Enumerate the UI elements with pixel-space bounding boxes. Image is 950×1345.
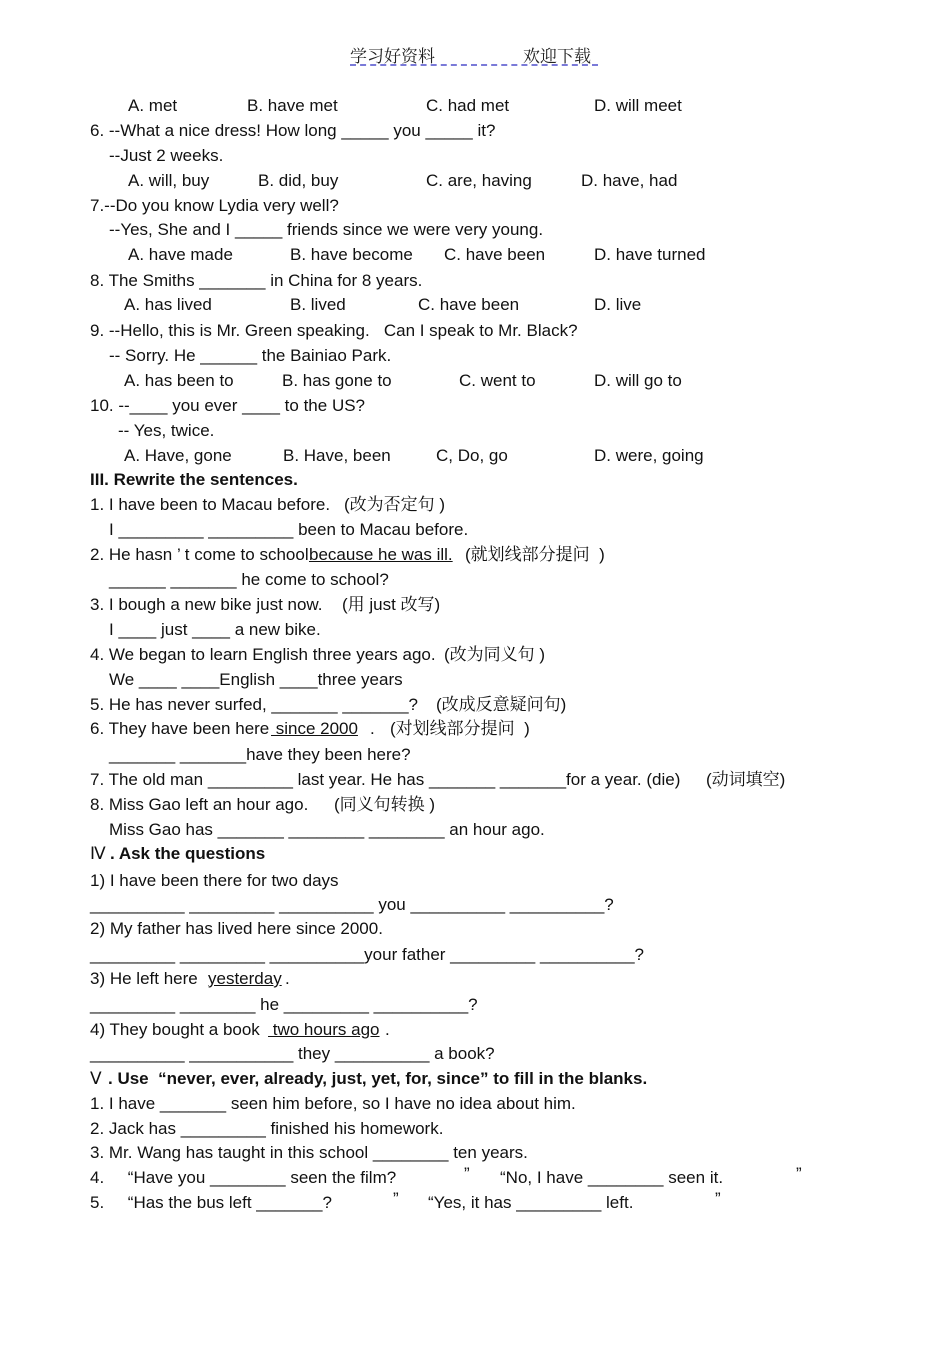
- ask-4: 4) They bought a book: [90, 1020, 260, 1039]
- rewrite-2-answer: ______ _______ he come to school?: [109, 570, 389, 589]
- option-d: D. will meet: [594, 96, 682, 115]
- question-6-reply: --Just 2 weeks.: [109, 146, 224, 165]
- rewrite-1-answer: I _________ _________ been to Macau before.: [109, 520, 469, 539]
- question-7-reply: --Yes, She and I _____ friends since we were very young.: [109, 220, 544, 239]
- ask-3-answer: _________ ________ he _________ __________?: [90, 995, 478, 1014]
- question-9: 9. --Hello, this is Mr. Green speaking. Can I speak to Mr. Black?: [90, 321, 578, 340]
- fill-5: 5. “Has the bus left _______?: [90, 1193, 332, 1212]
- option-a: A. will, buy: [128, 171, 210, 190]
- rewrite-4-answer: We ____ ____English ____three years: [109, 670, 403, 689]
- rewrite-5: 5. He has never surfed, _______ _______?: [90, 695, 418, 714]
- question-7: 7.--Do you know Lydia very well?: [90, 196, 339, 215]
- option-c: C. have been: [444, 245, 546, 264]
- rewrite-3-note: (用 just 改写): [342, 595, 441, 614]
- section-v-numeral: Ⅴ: [90, 1069, 102, 1088]
- ask-3-period: .: [285, 969, 290, 988]
- option-b: B. Have, been: [283, 446, 391, 465]
- fill-3: 3. Mr. Wang has taught in this school ________ ten years.: [90, 1143, 528, 1162]
- option-c: C. went to: [459, 371, 536, 390]
- ask-2-answer: _________ _________ __________your father _________ __________?: [90, 945, 644, 964]
- fill-4-reply: “No, I have ________ seen it.: [500, 1168, 724, 1187]
- ask-4-underlined: two hours ago: [268, 1020, 380, 1039]
- rewrite-3: 3. I bough a new bike just now.: [90, 595, 323, 614]
- option-d: D. will go to: [594, 371, 682, 390]
- option-b: B. have become: [290, 245, 413, 264]
- option-a: A. has lived: [124, 295, 212, 314]
- header-dashed-underline: [350, 64, 598, 66]
- option-b: B. did, buy: [258, 171, 339, 190]
- question-10: 10. --____ you ever ____ to the US?: [90, 396, 366, 415]
- rewrite-6-note: (对划线部分提问 ): [390, 719, 530, 738]
- option-a: A. have made: [128, 245, 233, 264]
- ask-1: 1) I have been there for two days: [90, 871, 339, 890]
- rewrite-8-answer: Miss Gao has _______ ________ ________ an hour ago.: [109, 820, 545, 839]
- rewrite-4-note: (改为同义句 ): [444, 645, 546, 664]
- question-8: 8. The Smiths _______ in China for 8 years.: [90, 271, 423, 290]
- fill-4-reply-close-quote: ”: [796, 1164, 802, 1183]
- option-b: B. lived: [290, 295, 346, 314]
- fill-5-reply-close-quote: ”: [715, 1189, 721, 1208]
- rewrite-2-note: (就划线部分提问 ): [465, 545, 605, 564]
- header-right-text: 欢迎下载: [523, 47, 591, 67]
- option-d: D. were, going: [594, 446, 704, 465]
- section-iv-title: . Ask the questions: [110, 844, 266, 863]
- option-d: D. live: [594, 295, 642, 314]
- rewrite-6-answer: _______ _______have they been here?: [109, 745, 411, 764]
- option-a: A. has been to: [124, 371, 234, 390]
- section-iv-numeral: Ⅳ: [90, 844, 106, 863]
- fill-2: 2. Jack has _________ finished his homework.: [90, 1119, 444, 1138]
- header-left-text: 学习好资料: [350, 47, 435, 67]
- rewrite-4: 4. We began to learn English three years ago.: [90, 645, 436, 664]
- option-a: A. met: [128, 96, 178, 115]
- rewrite-3-answer: I ____ just ____ a new bike.: [109, 620, 321, 639]
- option-c: C. are, having: [426, 171, 532, 190]
- section-iii-title: III. Rewrite the sentences.: [90, 470, 298, 489]
- question-6: 6. --What a nice dress! How long _____ you _____ it?: [90, 121, 496, 140]
- rewrite-1-note: (改为否定句 ): [344, 495, 446, 514]
- option-b: B. have met: [247, 96, 338, 115]
- option-a: A. Have, gone: [124, 446, 232, 465]
- rewrite-2: 2. He hasn ’ t come to school: [90, 545, 309, 564]
- ask-4-answer: __________ ___________ they __________ a book?: [90, 1044, 495, 1063]
- section-v-title: . Use “never, ever, already, just, yet, for, since” to fill in the blanks.: [108, 1069, 648, 1088]
- fill-1: 1. I have _______ seen him before, so I have no idea about him.: [90, 1094, 576, 1113]
- ask-3: 3) He left here: [90, 969, 198, 988]
- option-b: B. has gone to: [282, 371, 392, 390]
- rewrite-6-underlined: since 2000: [271, 719, 358, 738]
- question-9-reply: -- Sorry. He ______ the Bainiao Park.: [109, 346, 392, 365]
- rewrite-7: 7. The old man _________ last year. He has _______ _______for a year. (die): [90, 770, 681, 789]
- option-d: D. have, had: [581, 171, 678, 190]
- option-c: C. had met: [426, 96, 510, 115]
- option-d: D. have turned: [594, 245, 706, 264]
- option-c: C. have been: [418, 295, 520, 314]
- ask-1-answer: __________ _________ __________ you __________ __________?: [90, 895, 614, 914]
- fill-5-reply: “Yes, it has _________ left.: [428, 1193, 634, 1212]
- rewrite-7-note: (动词填空): [706, 770, 786, 789]
- fill-4-close-quote: ”: [464, 1164, 470, 1183]
- ask-2: 2) My father has lived here since 2000.: [90, 919, 383, 938]
- ask-3-underlined: yesterday: [208, 969, 282, 988]
- rewrite-8: 8. Miss Gao left an hour ago.: [90, 795, 309, 814]
- question-10-reply: -- Yes, twice.: [118, 421, 215, 440]
- fill-4: 4. “Have you ________ seen the film?: [90, 1168, 397, 1187]
- rewrite-1: 1. I have been to Macau before.: [90, 495, 331, 514]
- ask-4-period: .: [385, 1020, 390, 1039]
- fill-5-close-quote: ”: [393, 1189, 399, 1208]
- rewrite-6-period: .: [370, 719, 375, 738]
- rewrite-2-underlined: because he was ill.: [309, 545, 453, 564]
- rewrite-6: 6. They have been here: [90, 719, 270, 738]
- rewrite-8-note: (同义句转换 ): [334, 795, 436, 814]
- option-c: C, Do, go: [436, 446, 508, 465]
- rewrite-5-note: (改成反意疑问句): [436, 695, 567, 714]
